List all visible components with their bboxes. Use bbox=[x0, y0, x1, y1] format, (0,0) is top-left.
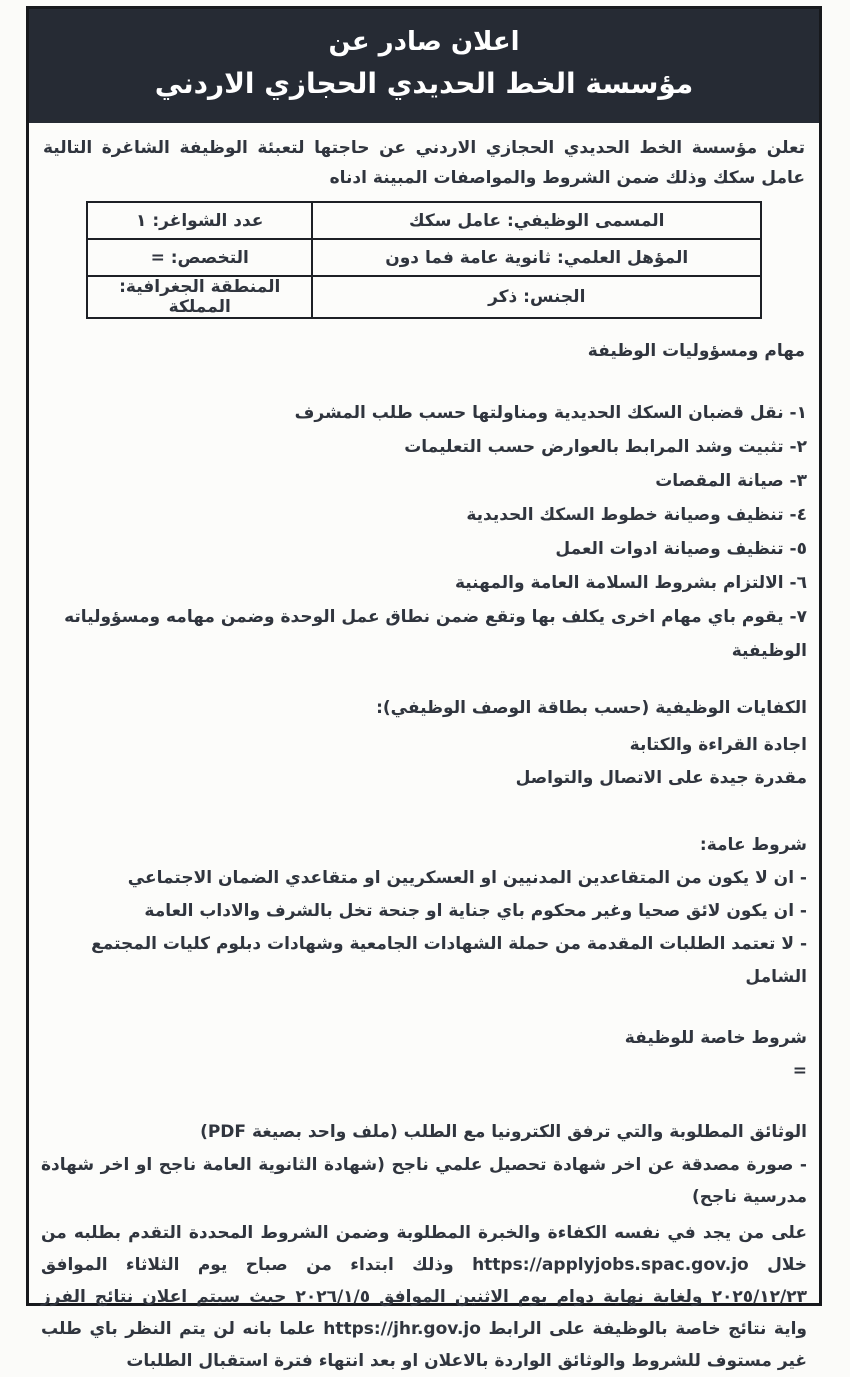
region-cell: المنطقة الجغرافية: المملكة bbox=[87, 276, 312, 318]
duty-item: ٥- تنظيف وصيانة ادوات العمل bbox=[555, 539, 807, 559]
vacancies-cell: عدد الشواغر: ١ bbox=[87, 202, 312, 239]
duty-item: ٦- الالتزام بشروط السلامة العامة والمهنية bbox=[454, 573, 807, 593]
competencies-list bbox=[41, 729, 807, 795]
duty-item: ٧- يقوم باي مهام اخرى يكلف بها وتقع ضمن نطاق عمل الوحدة وضمن مهامه ومسؤولياته الوظيفية bbox=[64, 607, 807, 661]
header-title-line1: اعلان صادر عن bbox=[328, 27, 520, 57]
general-condition-item: - لا تعتمد الطلبات المقدمة من حملة الشهادات الجامعية وشهادات دبلوم كليات المجتمع الشامل bbox=[91, 934, 807, 987]
duty-item: ١- نقل قضبان السكك الحديدية ومناولتها حسب طلب المشرف bbox=[294, 403, 807, 423]
documents-heading: الوثائق المطلوبة والتي ترفق الكترونيا مع الطلب (ملف واحد بصيغة PDF) bbox=[200, 1122, 807, 1142]
job-details-table bbox=[86, 201, 762, 319]
announcement-body bbox=[29, 123, 819, 1377]
special-conditions-heading: شروط خاصة للوظيفة bbox=[624, 1028, 807, 1048]
documents-list bbox=[41, 1149, 807, 1213]
announcement-header bbox=[29, 9, 819, 123]
gender-cell: الجنس: ذكر bbox=[312, 276, 761, 318]
announcement-document bbox=[26, 6, 822, 1371]
general-condition-item: - ان يكون لائق صحيا وغير محكوم باي جناية او جنحة تخل بالشرف والاداب العامة bbox=[144, 901, 807, 921]
header-title-line2: مؤسسة الخط الحديدي الحجازي الاردني bbox=[154, 67, 694, 100]
document-item: - صورة مصدقة عن اخر شهادة تحصيل علمي ناجح (شهادة الثانوية العامة ناجح او اخر شهادة مدرسية ناجح) bbox=[41, 1155, 807, 1207]
duties-list bbox=[41, 396, 807, 668]
duties-heading: مهام ومسؤوليات الوظيفة bbox=[587, 341, 805, 361]
table-row bbox=[87, 276, 761, 318]
application-instructions: على من يجد في نفسه الكفاءة والخبرة المطلوبة وضمن الشروط المحددة التقدم بطلبه من خلال https://applyjobs.spac.gov.jo وذلك ابتداء من صباح يوم الثلاثاء الموافق ٢٠٢٥/١٢/٢٣ ولغاية نهاية دوام يوم الاثنين الموافق ٢٠٢٦/١/٥ حيث سيتم اعلان نتائج الفرز واية نتائج خاصة بالوظيفة على الرابط https://jhr.gov.jo علما بانه لن يتم النظر باي طلب غير مستوف للشروط والوثائق الواردة بالاعلان او بعد انتهاء فترة استقبال الطلبات bbox=[41, 1223, 808, 1371]
competency-item: مقدرة جيدة على الاتصال والتواصل bbox=[515, 768, 807, 788]
table-row bbox=[87, 202, 761, 239]
qualification-cell: المؤهل العلمي: ثانوية عامة فما دون bbox=[312, 239, 761, 276]
competencies-heading: الكفايات الوظيفية (حسب بطاقة الوصف الوظيفي): bbox=[376, 698, 807, 718]
specialization-cell: التخصص: = bbox=[87, 239, 312, 276]
competency-item: اجادة القراءة والكتابة bbox=[629, 735, 807, 755]
duty-item: ٤- تنظيف وصيانة خطوط السكك الحديدية bbox=[466, 505, 807, 525]
job-title-cell: المسمى الوظيفي: عامل سكك bbox=[312, 202, 761, 239]
general-conditions-heading: شروط عامة: bbox=[699, 835, 807, 855]
special-conditions-value: = bbox=[792, 1061, 807, 1081]
general-condition-item: - ان لا يكون من المتقاعدين المدنيين او العسكريين او متقاعدي الضمان الاجتماعي bbox=[127, 868, 807, 888]
general-conditions-list bbox=[41, 862, 807, 994]
intro-paragraph: تعلن مؤسسة الخط الحديدي الحجازي الاردني عن حاجتها لتعبئة الوظيفة الشاغرة التالية عامل سكك وذلك ضمن الشروط والمواصفات المبينة ادناه bbox=[43, 138, 805, 188]
table-row bbox=[87, 239, 761, 276]
duty-item: ٣- صيانة المقصات bbox=[655, 471, 807, 491]
duty-item: ٢- تثبيت وشد المرابط بالعوارض حسب التعليمات bbox=[404, 437, 807, 457]
